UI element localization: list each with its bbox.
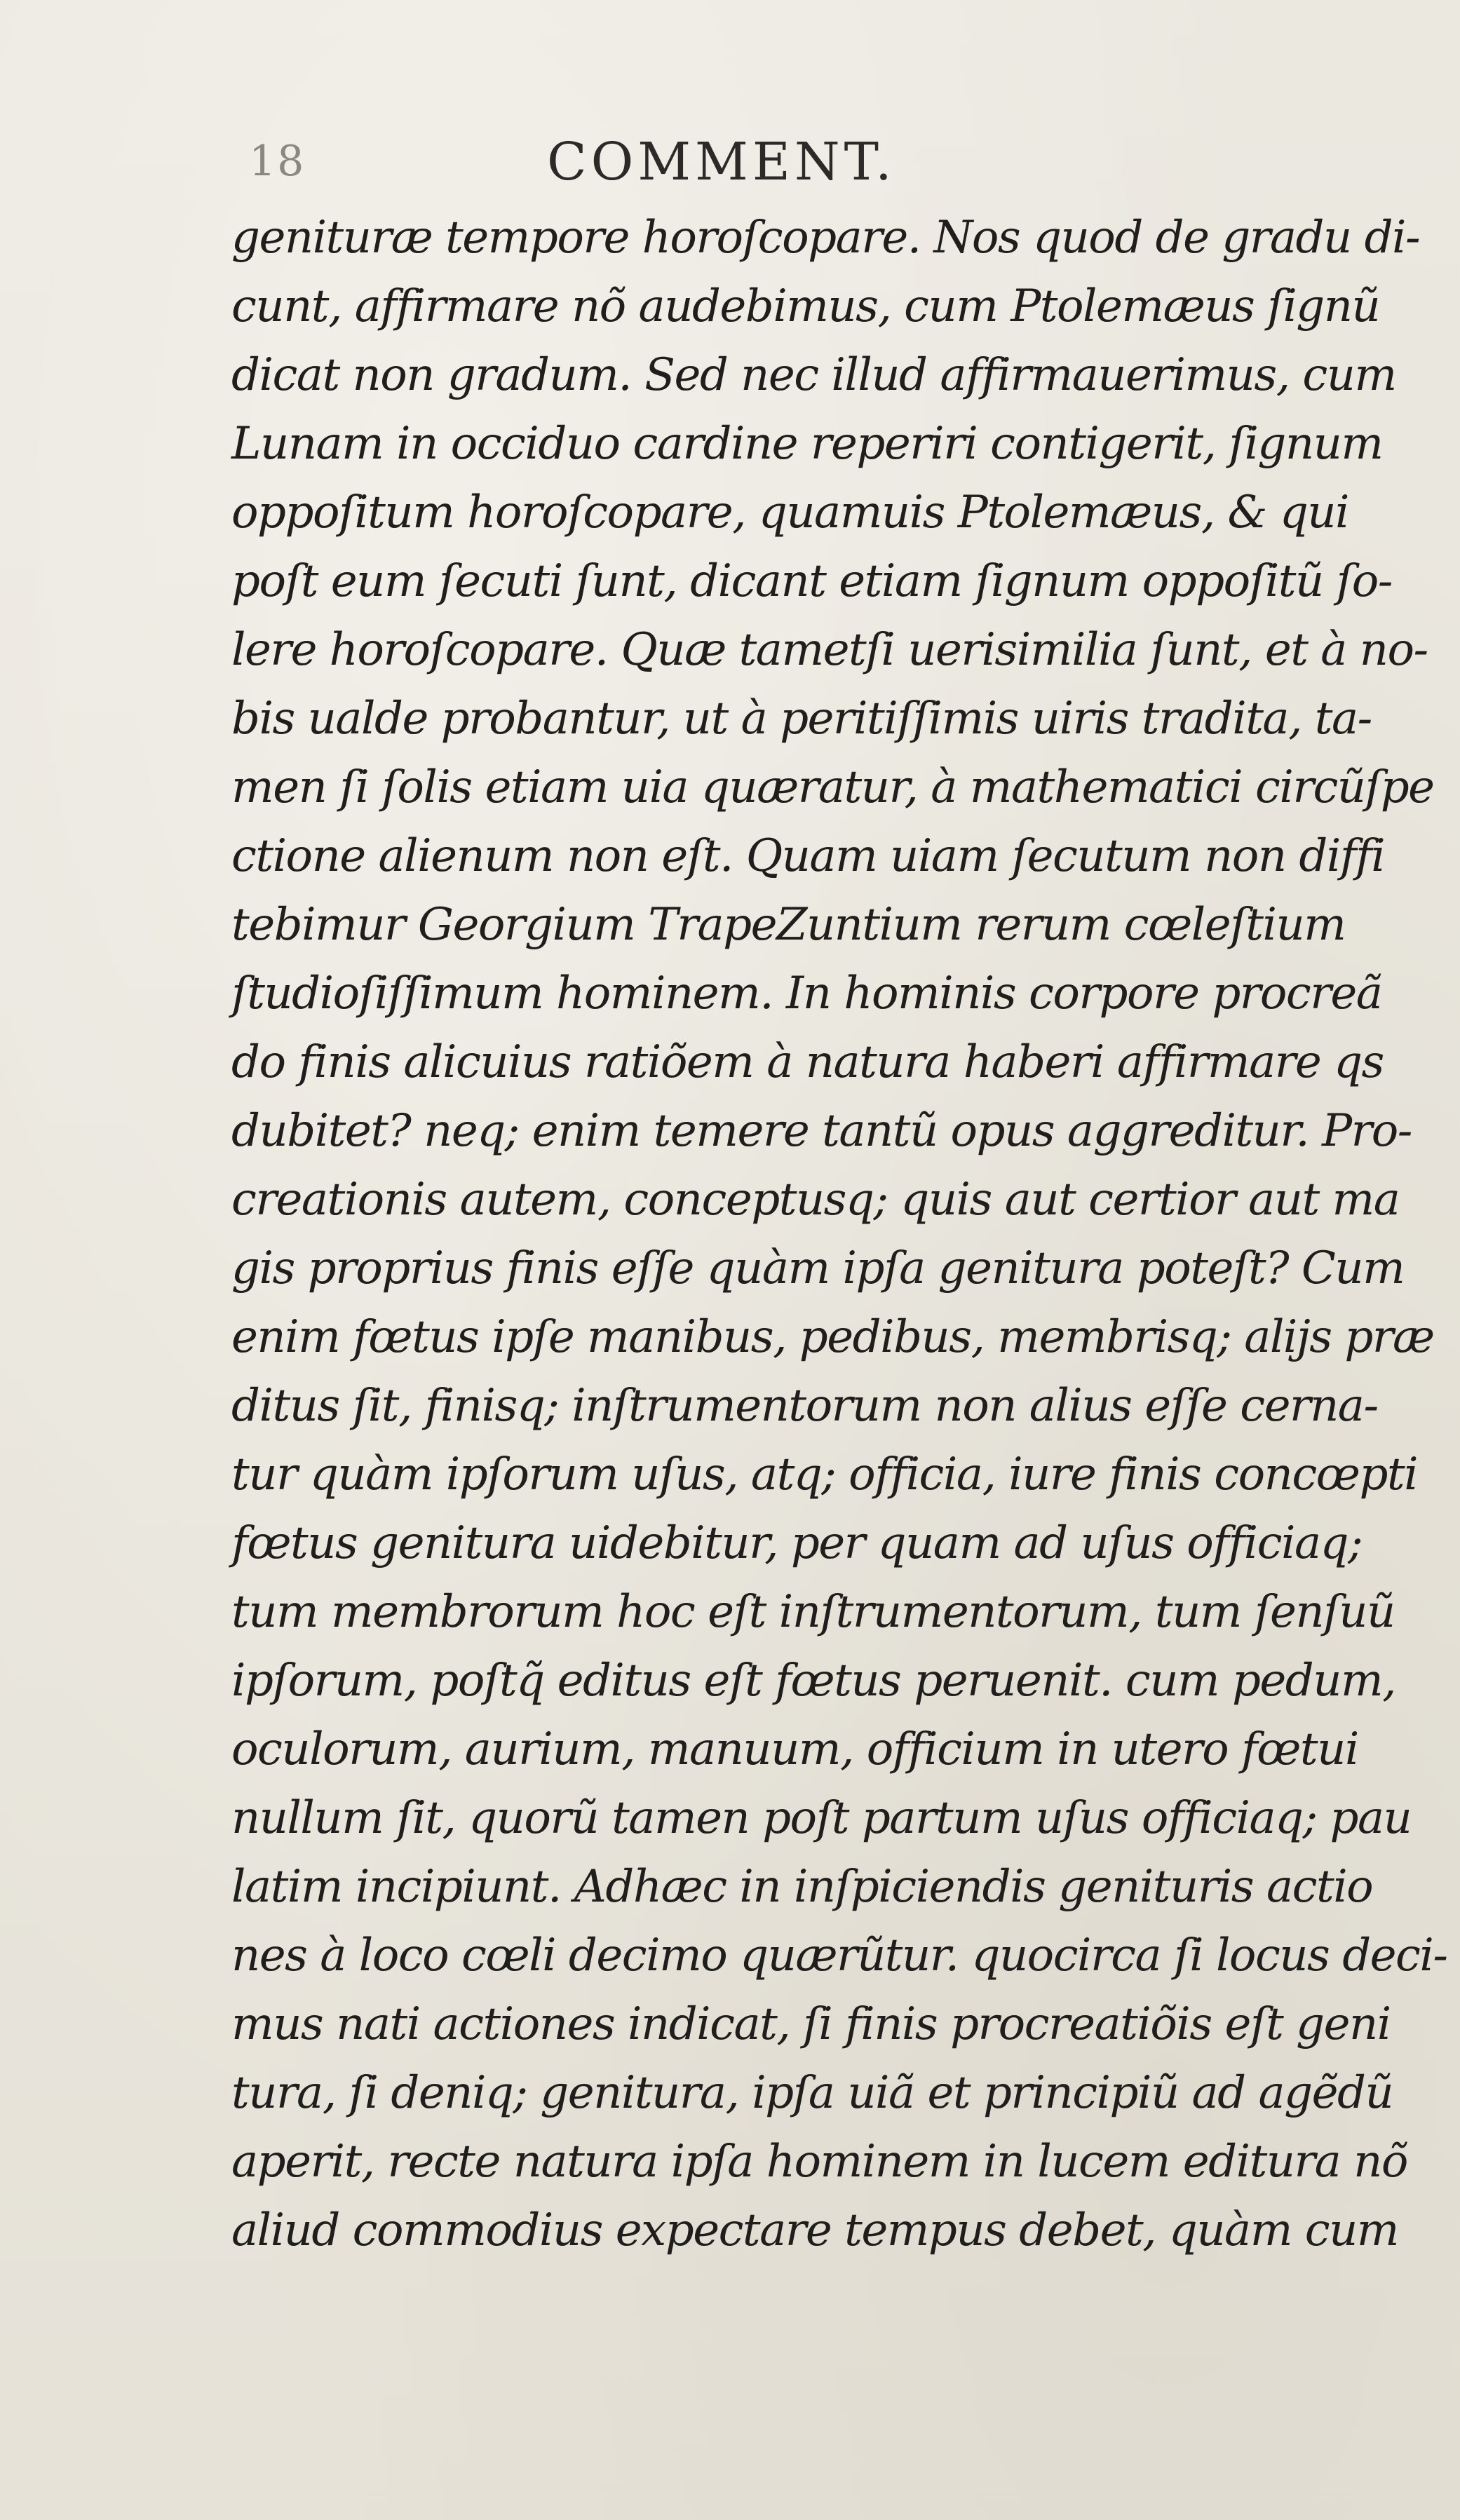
text-line: cunt, affirmare nõ audebimus, cum Ptolemæus ſignũ [231, 280, 1380, 332]
text-line: lere horoſcopare. Quæ tametſi uerisimilia ſunt, et à no- [231, 624, 1428, 676]
text-line: creationis autem, conceptusq; quis aut certior aut ma [231, 1174, 1400, 1226]
text-line: nullum ſit, quorũ tamen poſt partum uſus officiaq; pau [231, 1792, 1412, 1844]
text-line: tura, ſi deniq; genitura, ipſa uiã et principiũ ad agẽdũ [231, 2067, 1393, 2119]
text-line: tur quàm ipſorum uſus, atq; officia, iure finis concœpti [231, 1449, 1418, 1501]
running-head: COMMENT. [547, 132, 896, 192]
text-line: men ſi ſolis etiam uia quæratur, à mathematici circũſpe [231, 761, 1434, 813]
text-line: do finis alicuius ratiõem à natura haberi affirmare qs [231, 1036, 1384, 1088]
text-line: gis proprius finis eſſe quàm ipſa genitura poteſt? Cum [231, 1242, 1405, 1294]
text-line: aliud commodius expectare tempus debet, quàm cum [231, 2204, 1398, 2256]
text-line: bis ualde probantur, ut à peritiſſimis uiris tradita, ta- [231, 693, 1372, 745]
text-line: genituræ tempore horoſcopare. Nos quod de gradu di- [231, 212, 1420, 264]
text-line: poſt eum ſecuti ſunt, dicant etiam ſignum oppoſitũ ſo- [231, 555, 1392, 607]
text-line: dubitet? neq; enim temere tantũ opus aggreditur. Pro- [231, 1105, 1412, 1157]
text-line: oculorum, aurium, manuum, officium in utero fœtui [231, 1723, 1358, 1775]
text-line: dicat non gradum. Sed nec illud affirmauerimus, cum [231, 349, 1396, 401]
text-line: Lunam in occiduo cardine reperiri contigerit, ſignum [231, 418, 1383, 470]
text-line: ipſorum, poſtq̃ editus eſt fœtus peruenit. cum pedum, [231, 1655, 1395, 1707]
text-line: ctione alienum non eſt. Quam uiam ſecutum non diffi [231, 830, 1385, 882]
text-line: ditus ſit, finisq; inſtrumentorum non alius eſſe cerna- [231, 1380, 1378, 1432]
text-line: nes à loco cœli decimo quærũtur. quocirca ſi locus deci- [231, 1930, 1447, 1982]
text-line: latim incipiunt. Adhæc in inſpiciendis genituris actio [231, 1861, 1373, 1913]
text-line: ſtudioſiſſimum hominem. In hominis corpore procreã [231, 968, 1382, 1019]
text-line: oppoſitum horoſcopare, quamuis Ptolemæus, & qui [231, 487, 1349, 538]
text-line: tebimur Georgium TrapeZuntium rerum cœleſtium [231, 899, 1346, 951]
page-number: 18 [249, 137, 306, 186]
text-line: mus nati actiones indicat, ſi finis procreatiõis eſt geni [231, 1998, 1391, 2050]
text-line: fœtus genitura uidebitur, per quam ad uſus officiaq; [231, 1517, 1363, 1569]
body-text [231, 203, 1447, 2265]
text-line: tum membrorum hoc eſt inſtrumentorum, tum ſenſuũ [231, 1586, 1395, 1638]
text-line: aperit, recte natura ipſa hominem in lucem editura nõ [231, 2136, 1407, 2188]
text-line: enim fœtus ipſe manibus, pedibus, membrisq; alijs præ [231, 1311, 1434, 1363]
